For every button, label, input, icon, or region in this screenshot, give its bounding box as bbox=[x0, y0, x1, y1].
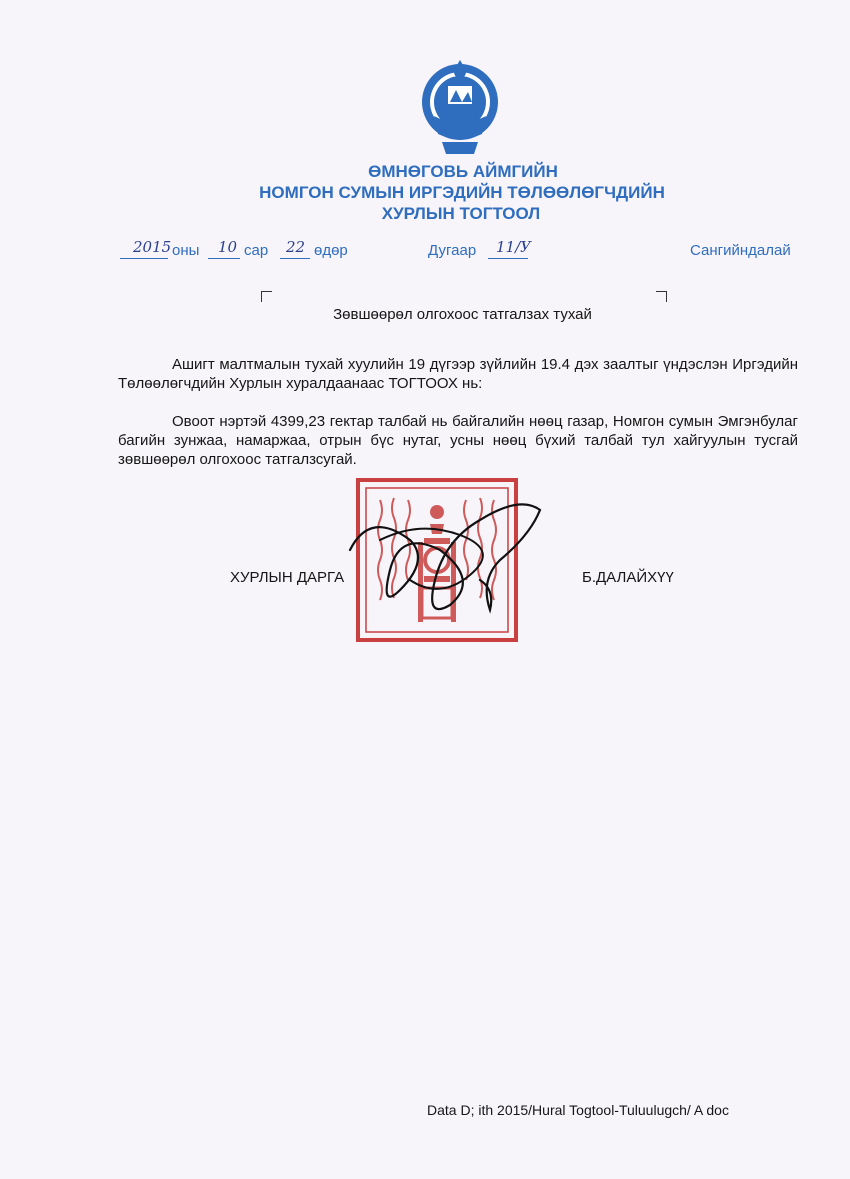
state-emblem-icon bbox=[418, 58, 502, 158]
month-label: сар bbox=[244, 242, 269, 259]
month-underline bbox=[208, 258, 240, 259]
paragraph-1-text: Ашигт малтмалын тухай хуулийн 19 дүгээр зүйлийн 19.4 дэх заалтыг үндэслэн Иргэдийн Төлөөлөгчдийн Хурлын хуралдаанаас ТОГТООХ нь: bbox=[118, 356, 798, 392]
place-name: Сангийндалай bbox=[690, 242, 791, 259]
body-paragraph-1 bbox=[118, 355, 798, 393]
signatory-name: Б.ДАЛАЙХҮҮ bbox=[582, 569, 674, 586]
body-paragraph-2 bbox=[118, 412, 798, 469]
handwritten-number: 11/У bbox=[496, 238, 531, 256]
handwritten-year: 2015 bbox=[133, 238, 172, 256]
subject-corner-right bbox=[656, 291, 667, 302]
header-doc-type: ХУРЛЫН ТОГТООЛ bbox=[381, 204, 541, 223]
number-label: Дугаар bbox=[428, 242, 477, 259]
number-underline bbox=[488, 258, 528, 259]
handwritten-day: 22 bbox=[286, 238, 306, 256]
signatory-title: ХУРЛЫН ДАРГА bbox=[230, 569, 345, 586]
year-label: оны bbox=[172, 242, 200, 259]
year-underline bbox=[120, 258, 168, 259]
subject-title: Зөвшөөрөл олгохоос татгалзах тухай bbox=[333, 306, 592, 323]
footer-file-path: Data D; ith 2015/Hural Togtool-Tuluulugch/ A doc bbox=[427, 1102, 729, 1118]
header-aimag: ӨМНӨГОВЬ АЙМГИЙН bbox=[368, 162, 558, 181]
subject-corner-left bbox=[261, 291, 272, 302]
day-underline bbox=[280, 258, 310, 259]
handwritten-signature bbox=[330, 480, 550, 630]
handwritten-month: 10 bbox=[218, 238, 238, 256]
day-label: өдөр bbox=[314, 242, 348, 259]
paragraph-2-text: Овоот нэртэй 4399,23 гектар талбай нь байгалийн нөөц газар, Номгон сумын Эмгэнбулаг багийн зунжаа, намаржаа, отрын бүс нутаг, усны нөөц бүхий талбай тул хайгуулын тусгай зөвшөөрөл олгохоос татгалзсугай. bbox=[118, 413, 798, 468]
header-council: НОМГОН СУМЫН ИРГЭДИЙН ТӨЛӨӨЛӨГЧДИЙН bbox=[259, 183, 665, 202]
